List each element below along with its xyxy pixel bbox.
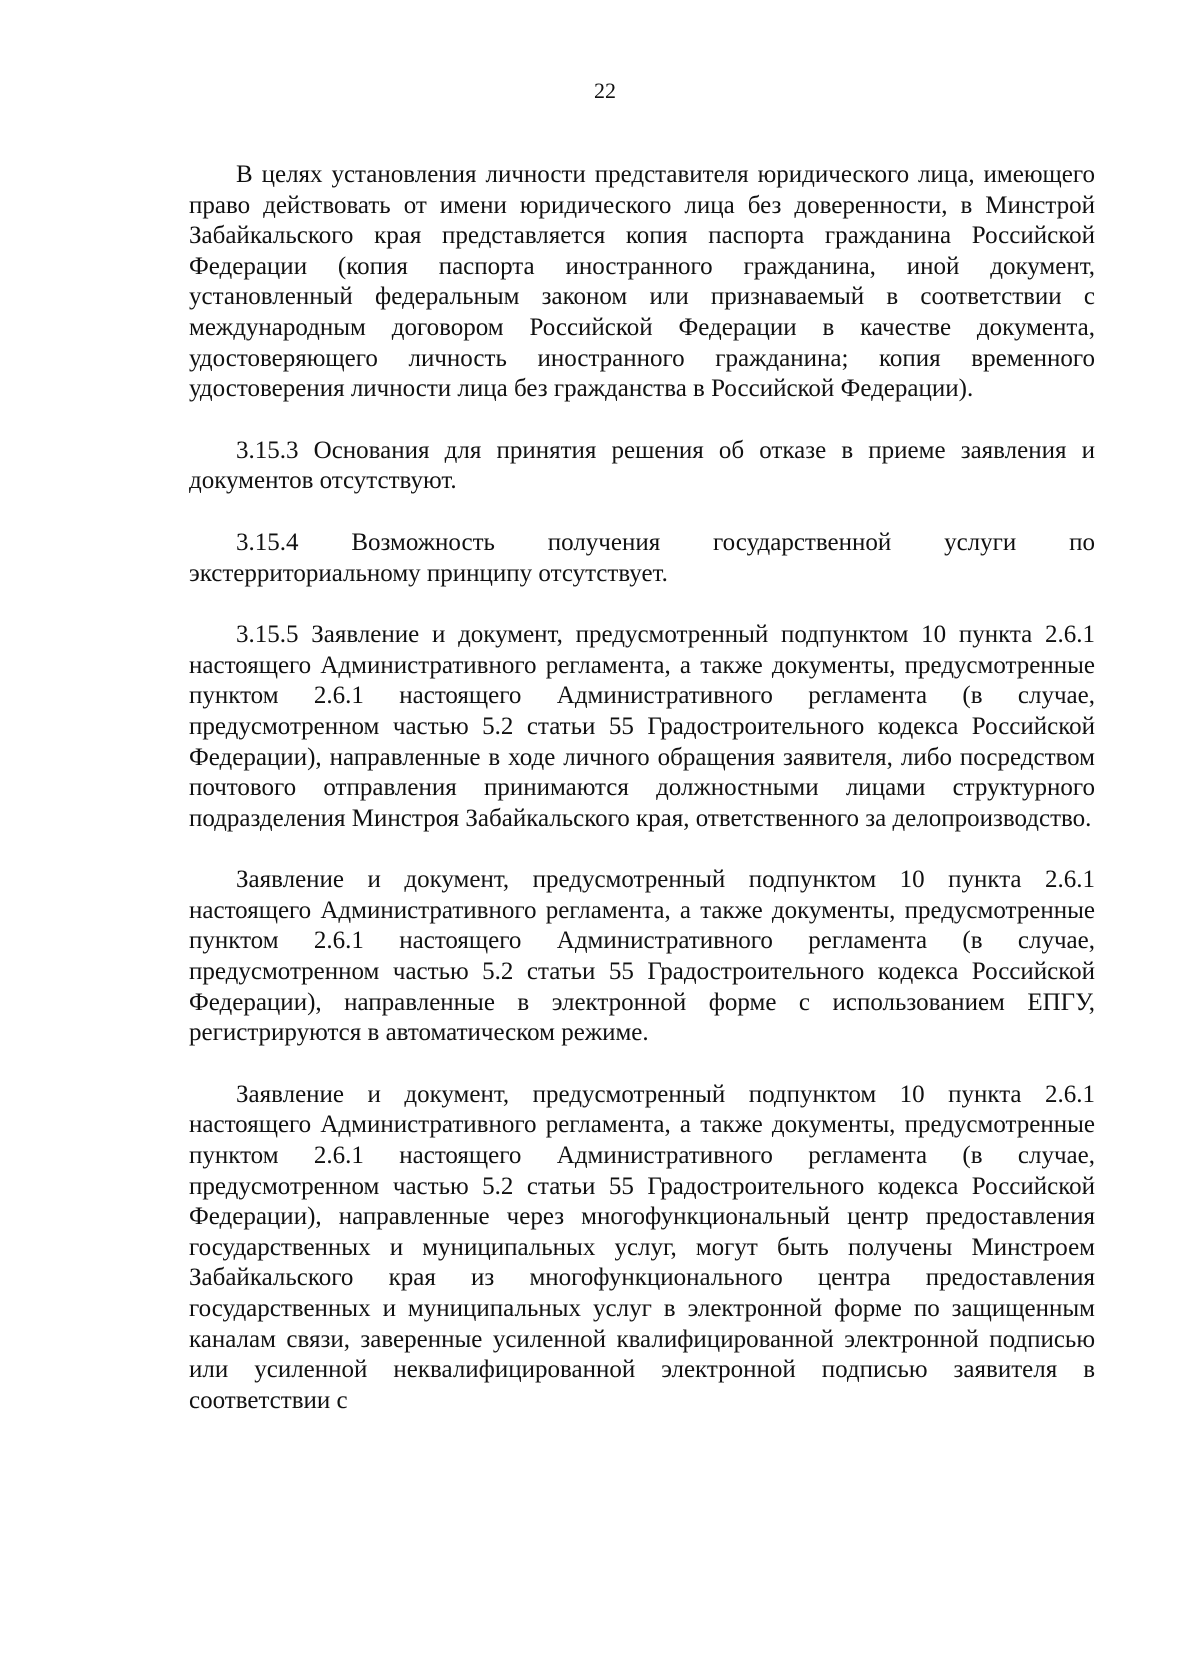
paragraph-3-15-4: 3.15.4 Возможность получения государственной услуги по экстерриториальному принципу отсутствует. <box>189 528 1095 587</box>
page-number: 22 <box>594 78 616 103</box>
paragraph-epgu-submission: Заявление и документ, предусмотренный подпунктом 10 пункта 2.6.1 настоящего Административного регламента, а также документы, предусмотренные пунктом 2.6.1 настоящего Административного регламента (в случае, предусмотренном частью 5.2 статьи 55 Градостроительного кодекса Российской Федерации), направленные в электронной форме с использованием ЕПГУ, регистрируются в автоматическом режиме. <box>189 866 1095 1047</box>
document-body <box>189 160 1095 1416</box>
paragraph-mfc-submission: Заявление и документ, предусмотренный подпунктом 10 пункта 2.6.1 настоящего Административного регламента, а также документы, предусмотренные пунктом 2.6.1 настоящего Административного регламента (в случае, предусмотренном частью 5.2 статьи 55 Градостроительного кодекса Российской Федерации), направленные через многофункциональный центр предоставления государственных и муниципальных услуг, могут быть получены Минстроем Забайкальского края из многофункционального центра предоставления государственных и муниципальных услуг в электронной форме по защищенным каналам связи, заверенные усиленной квалифицированной электронной подписью или усиленной неквалифицированной электронной подписью заявителя в соответствии с <box>189 1080 1095 1414</box>
paragraph-3-15-5: 3.15.5 Заявление и документ, предусмотренный подпунктом 10 пункта 2.6.1 настоящего Административного регламента, а также документы, предусмотренные пунктом 2.6.1 настоящего Административного регламента (в случае, предусмотренном частью 5.2 статьи 55 Градостроительного кодекса Российской Федерации), направленные в ходе личного обращения заявителя, либо посредством почтового отправления принимаются должностными лицами структурного подразделения Минстроя Забайкальского края, ответственного за делопроизводство. <box>189 621 1095 832</box>
paragraph-3-15-3: 3.15.3 Основания для принятия решения об отказе в приеме заявления и документов отсутствуют. <box>189 436 1095 495</box>
paragraph-identity-documents: В целях установления личности представителя юридического лица, имеющего право действовать от имени юридического лица без доверенности, в Минстрой Забайкальского края представляется копия паспорта гражданина Российской Федерации (копия паспорта иностранного гражданина, иной документ, установленный федеральным законом или признаваемый в соответствии с международным договором Российской Федерации в качестве документа, удостоверяющего личность иностранного гражданина; копия временного удостоверения личности лица без гражданства в Российской Федерации). <box>189 161 1095 403</box>
